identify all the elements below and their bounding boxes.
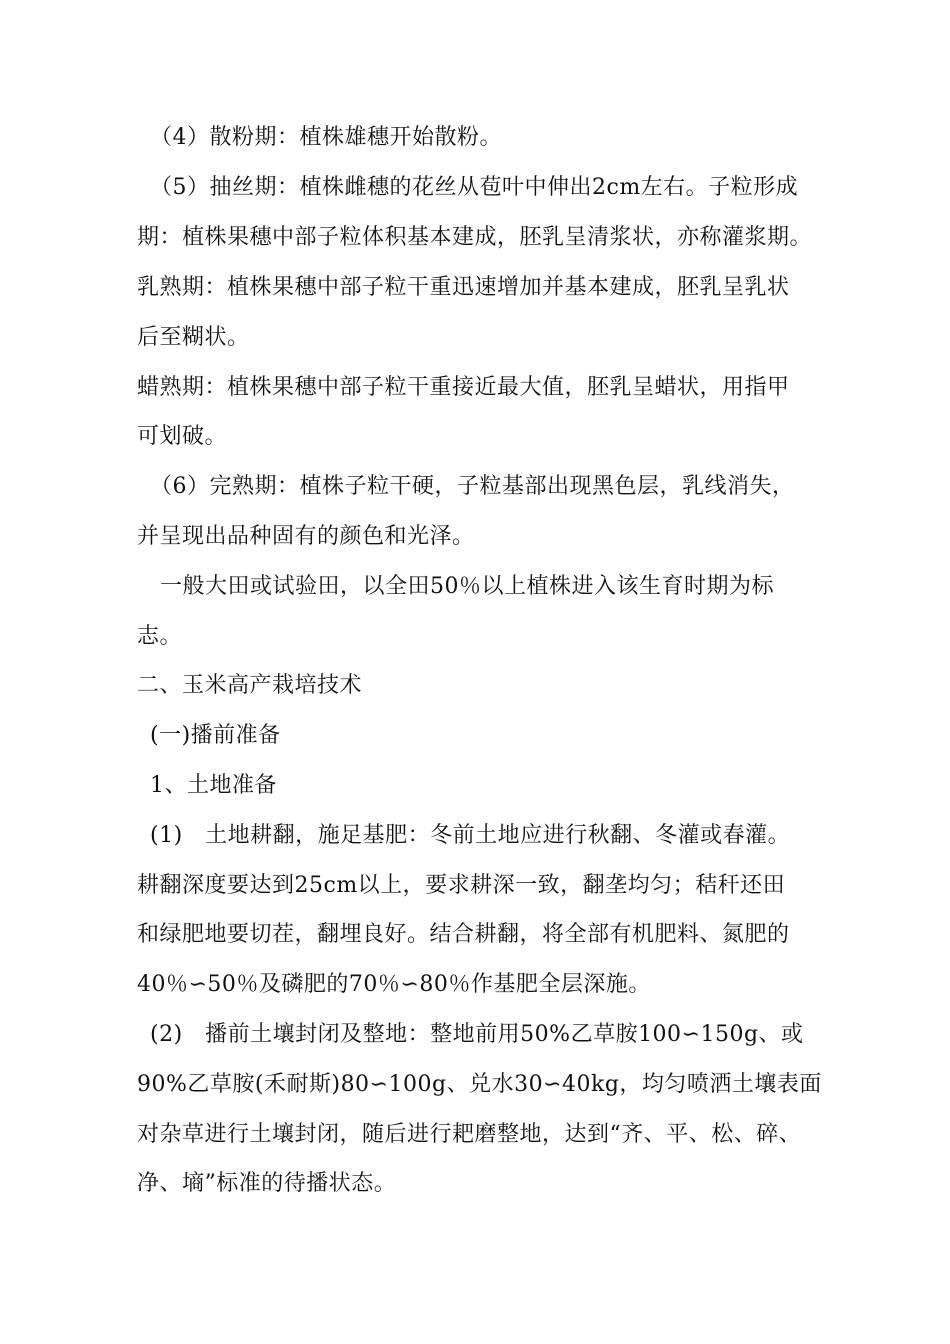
text-line: 并呈现出品种固有的颜色和光泽。 <box>137 524 475 549</box>
text-line: (1) 土地耕翻，施足基肥：冬前土地应进行秋翻、冬灌或春灌。 <box>150 823 791 848</box>
subsection-heading: 1、土地准备 <box>150 773 277 798</box>
text-line: 可划破。 <box>137 424 228 449</box>
text-line: 对杂草进行土壤封闭，随后进行耙磨整地，达到“齐、平、松、碎、 <box>137 1122 802 1147</box>
text-line: （5）抽丝期：植株雌穗的花丝从苞叶中伸出2cm左右。子粒形成 <box>150 175 799 200</box>
text-line: 一般大田或试验田，以全田50％以上植株进入该生育时期为标 <box>160 574 774 599</box>
subsection-heading: (一)播前准备 <box>150 723 281 748</box>
text-line: 40％∽50％及磷肥的70％∽80％作基肥全层深施。 <box>137 972 651 997</box>
section-heading: 二、玉米高产栽培技术 <box>137 673 363 698</box>
text-line: 后至糊状。 <box>137 325 250 350</box>
text-line: （6）完熟期：植株子粒干硬，子粒基部出现黑色层，乳线消失， <box>150 474 795 499</box>
text-line: 蜡熟期：植株果穗中部子粒干重接近最大值，胚乳呈蜡状，用指甲 <box>137 375 790 400</box>
text-line: (2) 播前土壤封闭及整地：整地前用50%乙草胺100∽150g、或 <box>150 1022 804 1047</box>
text-line: 乳熟期：植株果穗中部子粒干重迅速增加并基本建成，胚乳呈乳状 <box>137 275 790 300</box>
text-line: 净、墒”标准的待播状态。 <box>137 1171 397 1196</box>
text-line: 志。 <box>137 624 183 649</box>
text-line: 和绿肥地要切茬，翻埋良好。结合耕翻，将全部有机肥料、氮肥的 <box>137 922 790 947</box>
text-line: 90%乙草胺(禾耐斯)80∽100g、兑水30∽40kg，均匀喷洒土壤表面 <box>137 1072 822 1097</box>
text-line: （4）散粉期：植株雄穗开始散粉。 <box>150 125 502 150</box>
text-line: 期：植株果穗中部子粒体积基本建成，胚乳呈清浆状，亦称灌浆期。 <box>137 225 813 250</box>
text-line: 耕翻深度要达到25cm以上，要求耕深一致，翻垄均匀；秸秆还田 <box>137 873 786 898</box>
